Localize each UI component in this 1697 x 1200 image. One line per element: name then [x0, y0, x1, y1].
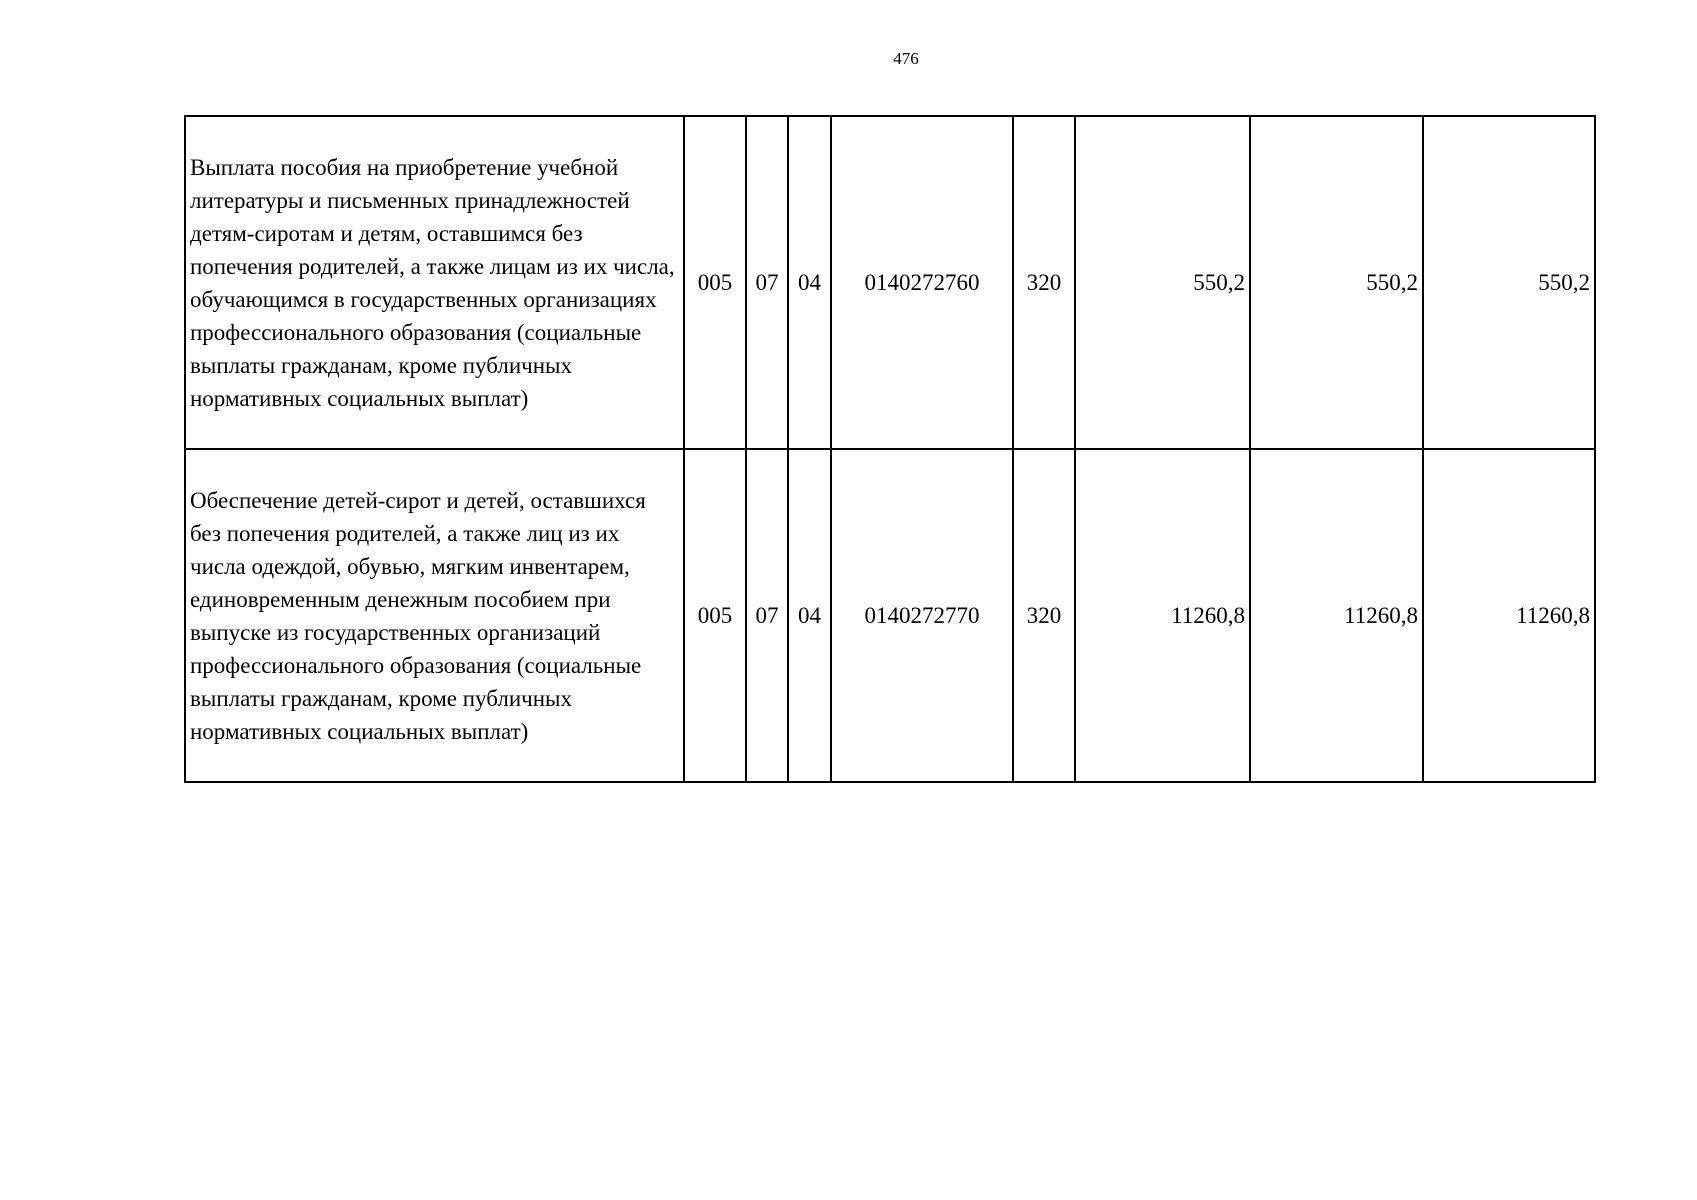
target-article-cell: 0140272770: [831, 449, 1013, 782]
expense-type-cell: 320: [1013, 449, 1075, 782]
amount-year-3-cell: 11260,8: [1423, 449, 1595, 782]
expense-type-cell: 320: [1013, 116, 1075, 449]
subsection-code-cell: 04: [788, 116, 831, 449]
amount-year-1-cell: 11260,8: [1075, 449, 1250, 782]
ministry-code-cell: 005: [684, 449, 746, 782]
section-code-cell: 07: [746, 449, 788, 782]
section-code-cell: 07: [746, 116, 788, 449]
expense-name-cell: Обеспечение детей-сирот и детей, оставшихся без попечения родителей, а также лиц из их числа одеждой, обувью, мягким инвентарем, единовременным денежным пособием при выпуске из государственных организаций профессионального образования (социальные выплаты гражданам, кроме публичных нормативных социальных выплат): [185, 449, 684, 782]
budget-table: [184, 115, 1596, 783]
page-number: 476: [893, 49, 919, 68]
amount-year-2-cell: 11260,8: [1250, 449, 1423, 782]
table-row: [185, 116, 1595, 449]
table-row: [185, 449, 1595, 782]
subsection-code-cell: 04: [788, 449, 831, 782]
amount-year-1-cell: 550,2: [1075, 116, 1250, 449]
amount-year-3-cell: 550,2: [1423, 116, 1595, 449]
expense-name-cell: Выплата пособия на приобретение учебной литературы и письменных принадлежностей детям-сиротам и детям, оставшимся без попечения родителей, а также лицам из их числа, обучающимся в государственных организациях профессионального образования (социальные выплаты гражданам, кроме публичных нормативных социальных выплат): [185, 116, 684, 449]
target-article-cell: 0140272760: [831, 116, 1013, 449]
ministry-code-cell: 005: [684, 116, 746, 449]
amount-year-2-cell: 550,2: [1250, 116, 1423, 449]
